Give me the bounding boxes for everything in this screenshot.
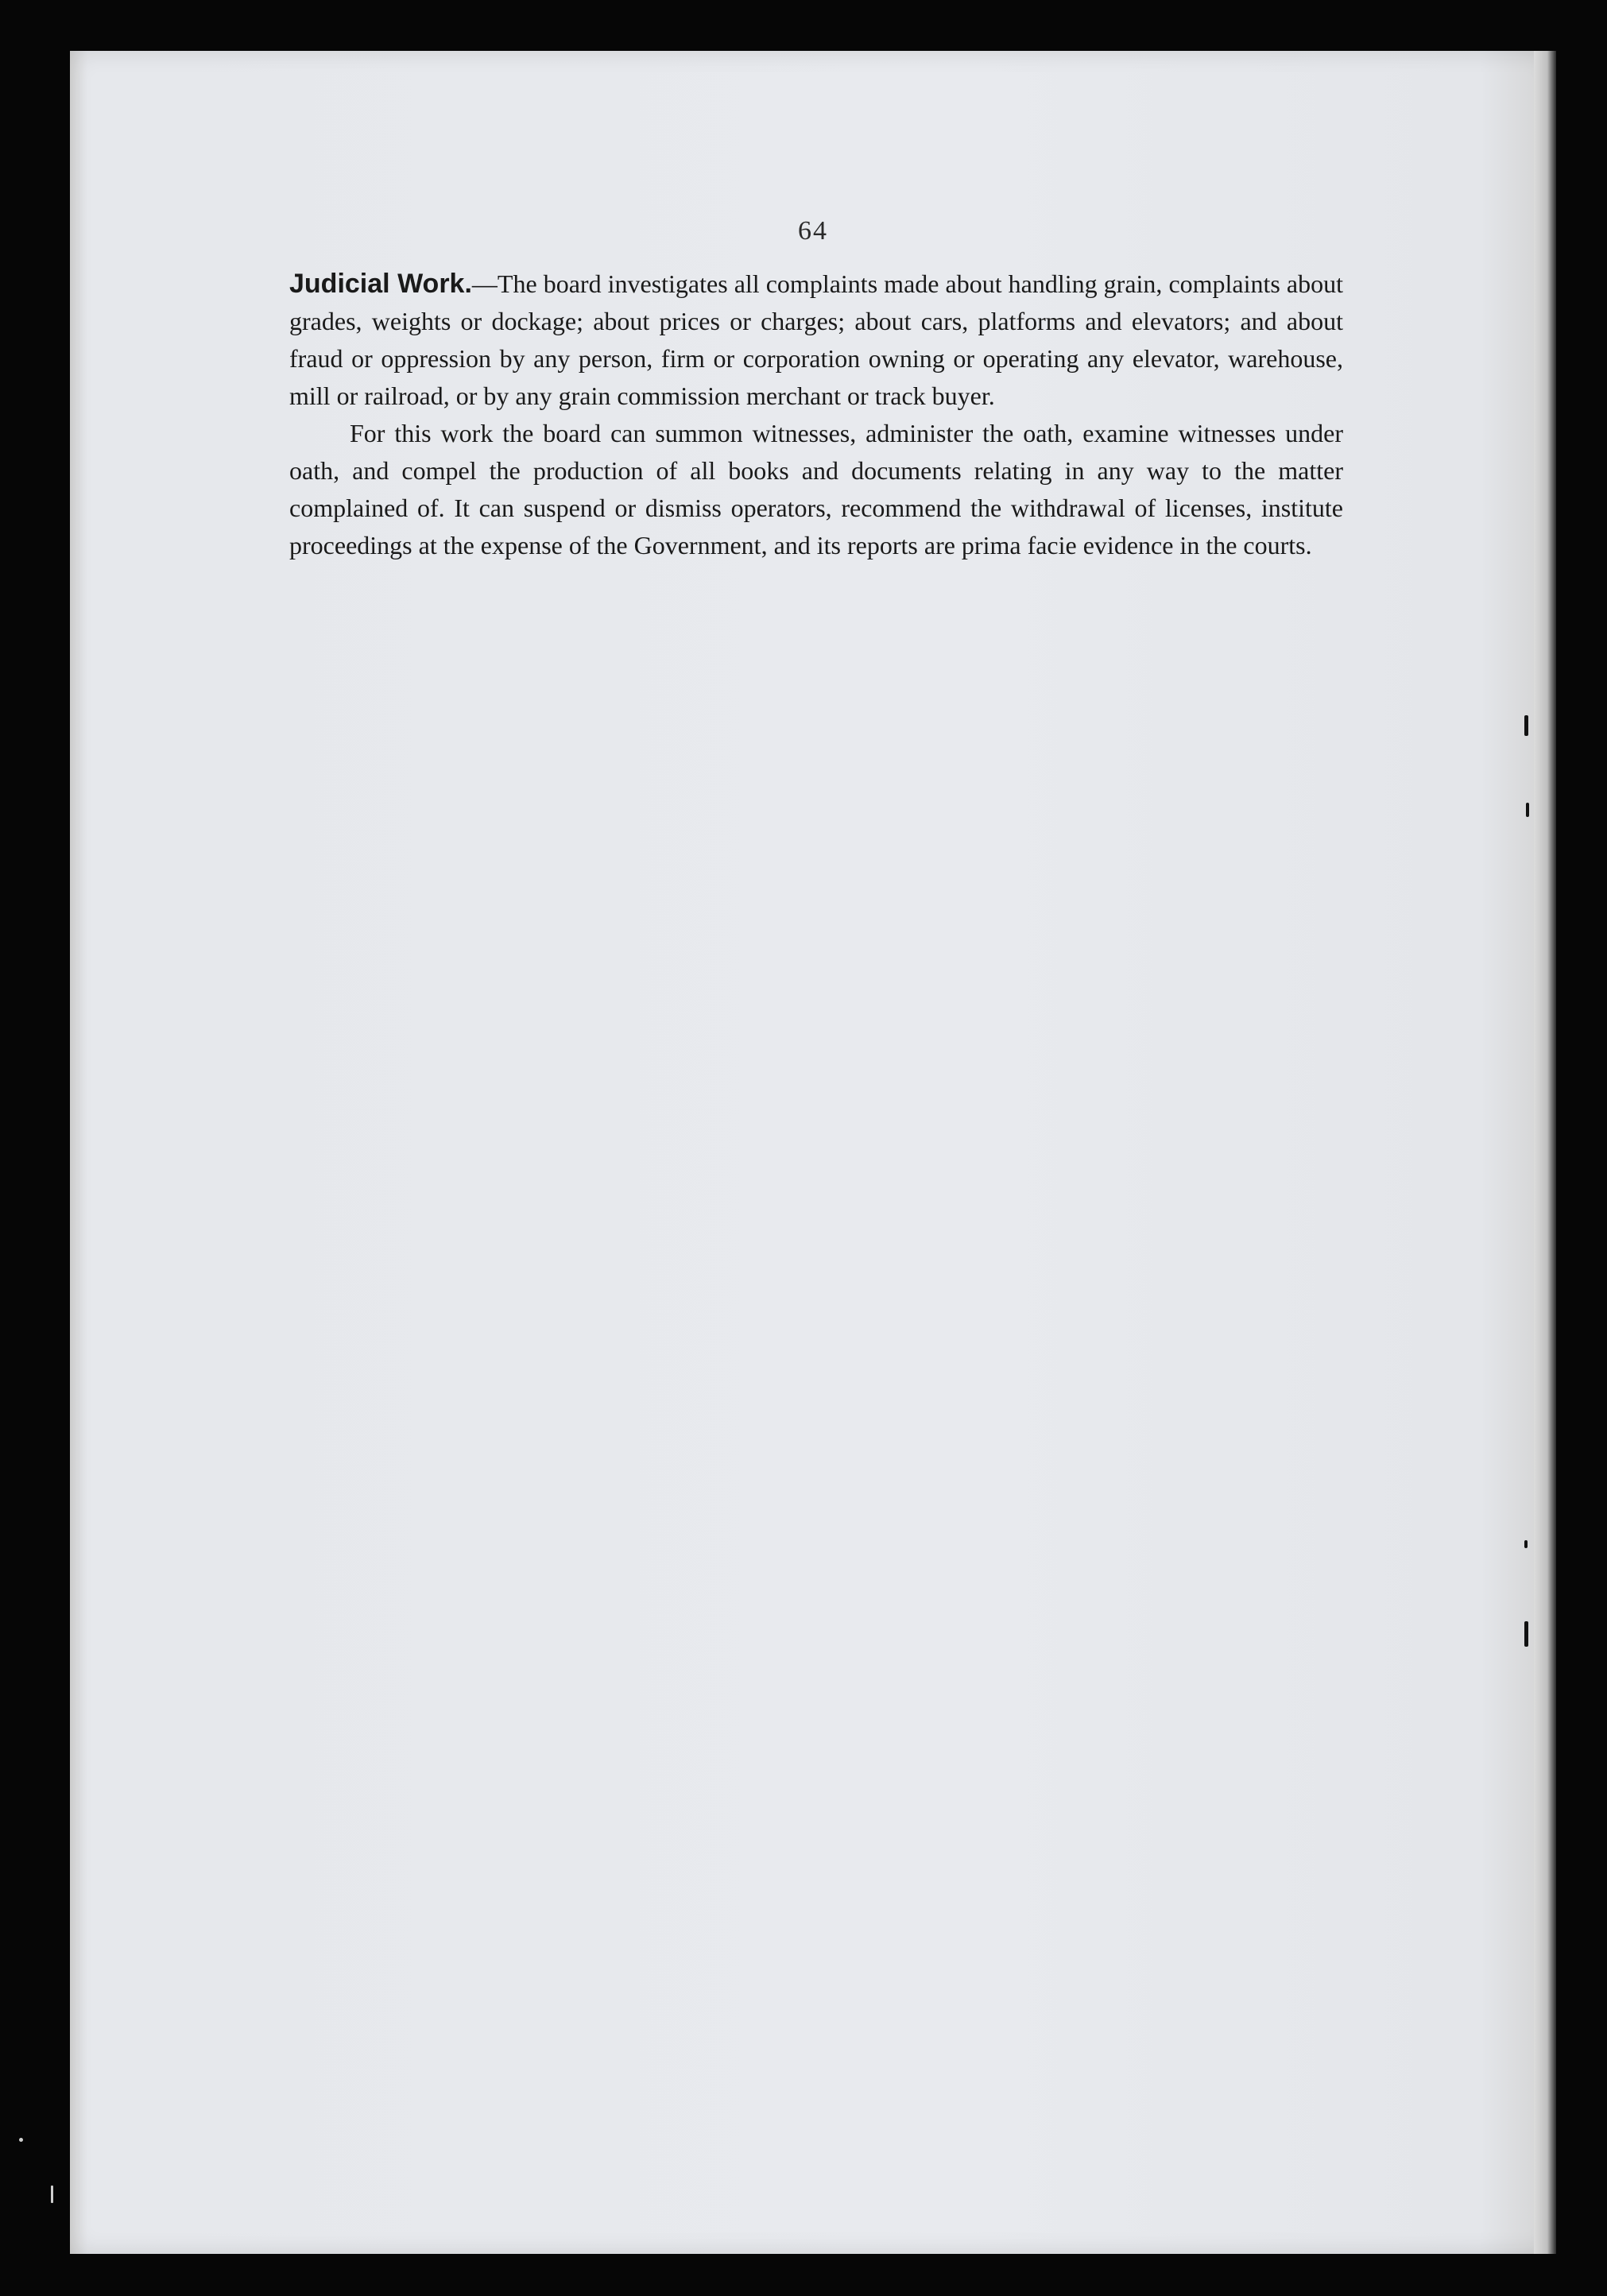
section-heading: Judicial Work. [289, 269, 472, 299]
scan-dust [51, 2186, 53, 2203]
scan-mark [1526, 803, 1529, 817]
paragraph-2: For this work the board can summon witnesses, administer the oath, examine witnesses under oath, and compel the production of all books and documents relating in any way to the matter complained of. It can suspend or dismiss operators, recommend the withdrawal of licenses, institute proceedings at the expense of the Government, and its reports are prima facie evidence in the courts. [289, 419, 1343, 559]
scan-mark [1524, 1540, 1528, 1548]
page-edge [1534, 51, 1556, 2254]
scan-mark [1524, 1621, 1528, 1647]
page-number: 64 [798, 216, 828, 246]
scan-mark [1524, 715, 1528, 736]
paragraph-judicial-work [289, 265, 1343, 415]
paragraph-1-text: —The board investigates all complaints made about handling grain, complaints about grades, weights or dockage; about prices or charges; about cars, platforms and elevators; and about fraud or oppression by any person, firm or corporation owning or operating any elevator, warehouse, mill or railroad, or by any grain commission merchant or track buyer. [289, 269, 1343, 410]
scan-dust [19, 2138, 23, 2142]
body-text [289, 265, 1343, 564]
